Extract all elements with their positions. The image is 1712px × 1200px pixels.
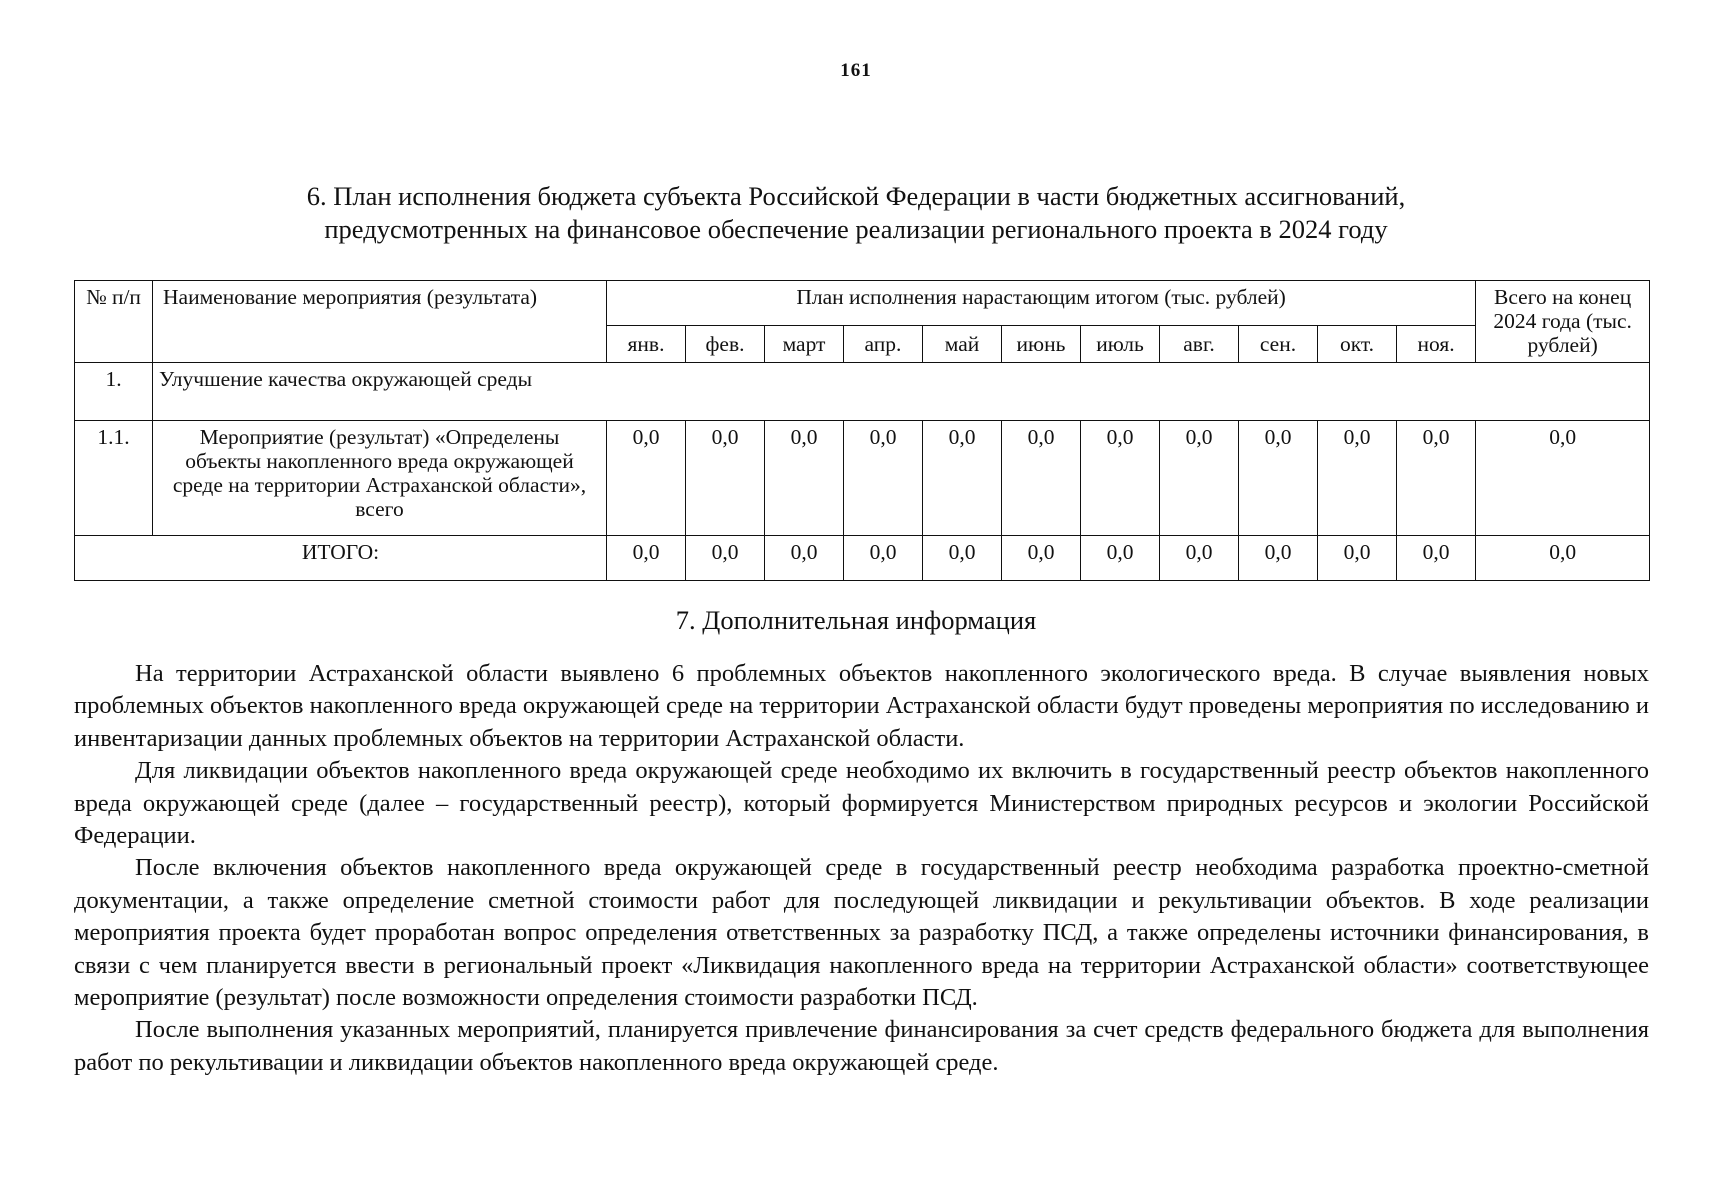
header-total: Всего на конец 2024 года (тыс. рублей) bbox=[1476, 281, 1650, 363]
row-value: 0,0 bbox=[686, 421, 765, 536]
additional-info-text bbox=[74, 658, 1649, 1079]
section-6-title-line-1: 6. План исполнения бюджета субъекта Российской Федерации в части бюджетных ассигнований, bbox=[306, 181, 1406, 211]
itogo-value: 0,0 bbox=[765, 536, 844, 581]
header-name: Наименование мероприятия (результата) bbox=[153, 281, 607, 363]
header-month: авг. bbox=[1160, 326, 1239, 363]
header-month: фев. bbox=[686, 326, 765, 363]
header-month: сен. bbox=[1239, 326, 1318, 363]
paragraph: После включения объектов накопленного вреда окружающей среде в государственный реестр необходима разработка проектно-сметной документации, а также определение сметной стоимости работ для последующей ликвидации и рекультивации объектов. В ходе реализации мероприятия проекта будет проработан вопрос определения ответственных за разработку ПСД, а также определены источники финансирования, в связи с чем планируется ввести в региональный проект «Ликвидация накопленного вреда на территории Астраханской области» соответствующее мероприятие (результат) после возможности определения стоимости разработки ПСД. bbox=[74, 854, 1649, 1012]
header-month: июль bbox=[1081, 326, 1160, 363]
section-6-title bbox=[0, 180, 1712, 246]
row-activity-name: Мероприятие (результат) «Определены объекты накопленного вреда окружающей среде на территории Астраханской области», всего bbox=[153, 421, 607, 536]
row-value: 0,0 bbox=[765, 421, 844, 536]
row-number: 1.1. bbox=[75, 421, 153, 536]
itogo-value: 0,0 bbox=[1239, 536, 1318, 581]
table-row bbox=[75, 421, 1650, 536]
header-month: март bbox=[765, 326, 844, 363]
row-value: 0,0 bbox=[607, 421, 686, 536]
header-plan: План исполнения нарастающим итогом (тыс. рублей) bbox=[607, 281, 1476, 326]
header-month: июнь bbox=[1002, 326, 1081, 363]
row-value: 0,0 bbox=[844, 421, 923, 536]
itogo-value: 0,0 bbox=[1318, 536, 1397, 581]
table-row-total bbox=[75, 536, 1650, 581]
paragraph: После выполнения указанных мероприятий, планируется привлечение финансирования за счет средств федерального бюджета для выполнения работ по рекультивации и ликвидации объектов накопленного вреда окружающей среде. bbox=[74, 1016, 1649, 1076]
row-value: 0,0 bbox=[923, 421, 1002, 536]
itogo-value: 0,0 bbox=[686, 536, 765, 581]
section-6-title-line-2: предусмотренных на финансовое обеспечение реализации регионального проекта в 2024 году bbox=[324, 214, 1388, 244]
header-month: янв. bbox=[607, 326, 686, 363]
header-month: май bbox=[923, 326, 1002, 363]
row-value: 0,0 bbox=[1160, 421, 1239, 536]
paragraph: Для ликвидации объектов накопленного вреда окружающей среде необходимо их включить в государственный реестр объектов накопленного вреда окружающей среде (далее – государственный реестр), который формируется Министерством природных ресурсов и экологии Российской Федерации. bbox=[74, 757, 1649, 850]
row-value: 0,0 bbox=[1239, 421, 1318, 536]
itogo-value: 0,0 bbox=[1081, 536, 1160, 581]
row-value: 0,0 bbox=[1397, 421, 1476, 536]
row-value: 0,0 bbox=[1081, 421, 1160, 536]
itogo-label: ИТОГО: bbox=[75, 536, 607, 581]
itogo-value: 0,0 bbox=[844, 536, 923, 581]
itogo-total: 0,0 bbox=[1476, 536, 1650, 581]
page-number: 161 bbox=[840, 60, 872, 81]
paragraph: На территории Астраханской области выявлено 6 проблемных объектов накопленного экологического вреда. В случае выявления новых проблемных объектов накопленного вреда окружающей среде на территории Астраханской области будут проведены мероприятия по исследованию и инвентаризации данных проблемных объектов на территории Астраханской области. bbox=[74, 660, 1649, 752]
row-value: 0,0 bbox=[1318, 421, 1397, 536]
itogo-value: 0,0 bbox=[1002, 536, 1081, 581]
header-number: № п/п bbox=[75, 281, 153, 363]
row-number: 1. bbox=[75, 363, 153, 421]
itogo-value: 0,0 bbox=[1397, 536, 1476, 581]
row-section-name: Улучшение качества окружающей среды bbox=[153, 363, 1650, 421]
table-row bbox=[75, 363, 1650, 421]
itogo-value: 0,0 bbox=[607, 536, 686, 581]
row-total: 0,0 bbox=[1476, 421, 1650, 536]
budget-plan-table bbox=[74, 280, 1650, 581]
section-7-title: 7. Дополнительная информация bbox=[675, 605, 1037, 635]
itogo-value: 0,0 bbox=[923, 536, 1002, 581]
header-month: апр. bbox=[844, 326, 923, 363]
row-value: 0,0 bbox=[1002, 421, 1081, 536]
itogo-value: 0,0 bbox=[1160, 536, 1239, 581]
header-month: ноя. bbox=[1397, 326, 1476, 363]
header-month: окт. bbox=[1318, 326, 1397, 363]
